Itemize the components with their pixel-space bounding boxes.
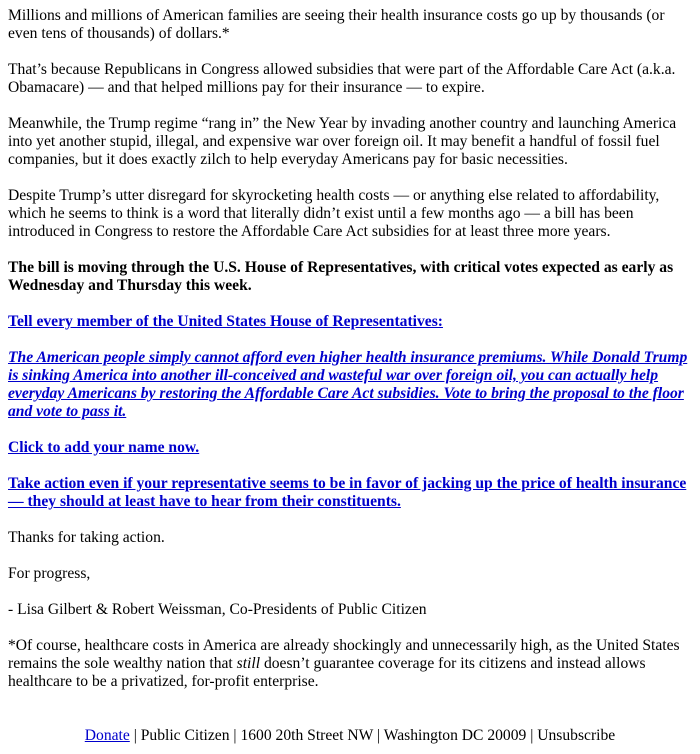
- signoff-text: For progress,: [8, 565, 91, 582]
- bill-paragraph: Despite Trump’s utter disregard for skyrocketing health costs — or anything else related to affordability, which he seems to think is a word that literally didn’t exist until a few months ago — a bill has been introduced in Congress to restore the Affordable Care Act subsidies for at least three more years.: [8, 187, 660, 240]
- address: 1600 20th Street NW: [240, 727, 374, 744]
- war-paragraph: Meanwhile, the Trump regime “rang in” the New Year by invading another country and launching America into yet another stupid, illegal, and expensive war over foreign oil. It may benefit a handful of fossil fuel companies, but it does exactly zilch to help everyday Americans pay for basic necessities.: [8, 115, 677, 168]
- footer: [8, 727, 692, 745]
- tell-house-link[interactable]: Tell every member of the United States House of Representatives:: [8, 313, 443, 330]
- separator: |: [526, 727, 538, 744]
- footnote-emphasis: still: [236, 655, 261, 672]
- separator: |: [373, 727, 384, 744]
- thanks-text: Thanks for taking action.: [8, 529, 165, 546]
- votes-paragraph: The bill is moving through the U.S. House of Representatives, with critical votes expected as early as Wednesday and Thursday this week.: [8, 259, 674, 294]
- signature-text: - Lisa Gilbert & Robert Weissman, Co-Presidents of Public Citizen: [8, 601, 427, 618]
- petition-text-link[interactable]: The American people simply cannot afford even higher health insurance premiums. While Donald Trump is sinking America into another ill-conceived and wasteful war over foreign oil, you can actually help everyday Americans by restoring the Affordable Care Act subsidies. Vote to bring the proposal to the floor and vote to pass it.: [8, 349, 688, 420]
- org-name: Public Citizen: [140, 727, 230, 744]
- separator: |: [229, 727, 241, 744]
- footnote-text: *Of course, healthcare costs in America are already shockingly and unnecessarily high, as the United States remains the sole wealthy nation that: [8, 637, 680, 672]
- footnote: [8, 637, 692, 691]
- donate-link[interactable]: Donate: [84, 727, 130, 744]
- city: Washington DC 20009: [383, 727, 527, 744]
- add-name-link[interactable]: Click to add your name now.: [8, 439, 200, 456]
- separator: |: [129, 727, 141, 744]
- unsubscribe-text[interactable]: Unsubscribe: [537, 727, 616, 744]
- subsidies-paragraph: That’s because Republicans in Congress allowed subsidies that were part of the Affordable Care Act (a.k.a. Obamacare) — and that helped millions pay for their insurance — to expire.: [8, 61, 676, 96]
- take-action-link[interactable]: Take action even if your representative seems to be in favor of jacking up the price of health insurance — they should at least have to hear from their constituents.: [8, 475, 687, 510]
- footnote-text-end: doesn’t guarantee coverage for its citizens and instead allows healthcare to be a privatized, for-profit enterprise.: [8, 655, 646, 690]
- intro-paragraph: Millions and millions of American families are seeing their health insurance costs go up by thousands (or even tens of thousands) of dollars.*: [8, 7, 665, 42]
